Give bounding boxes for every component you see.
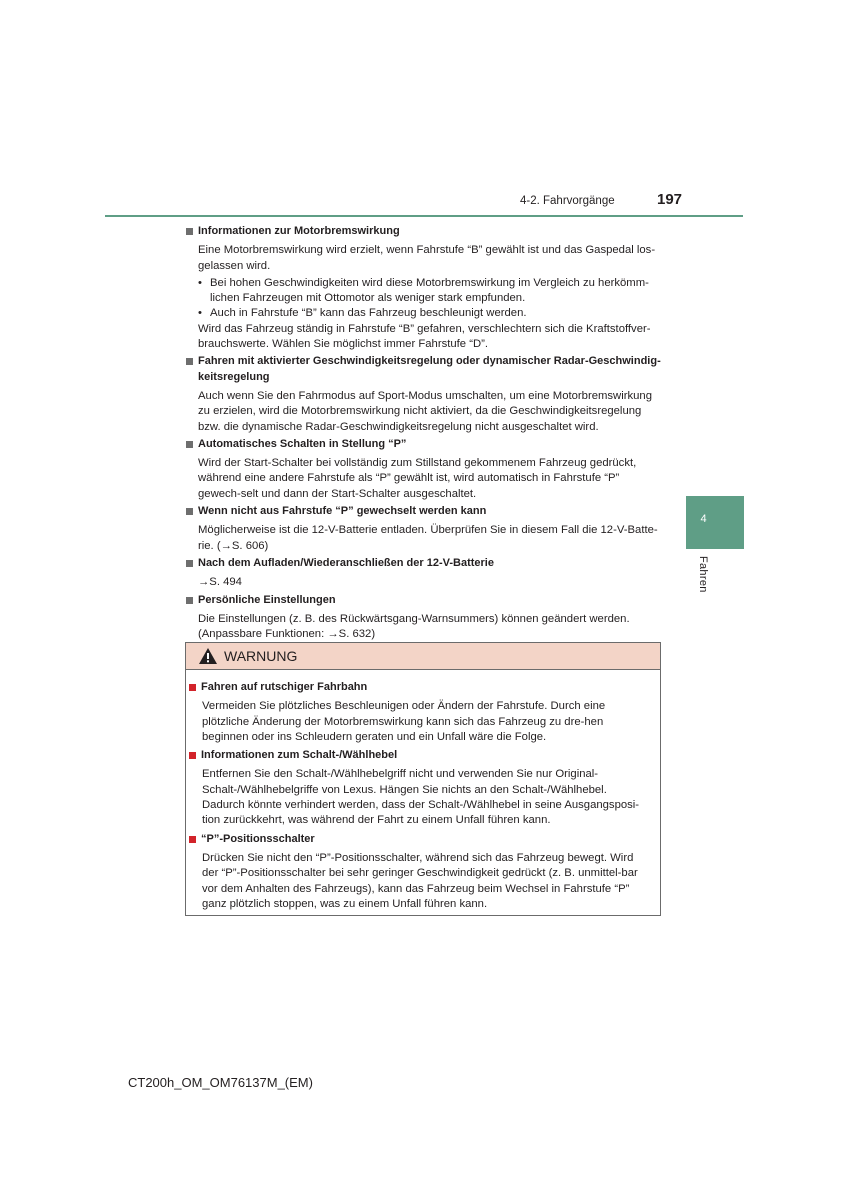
warning-section-heading: Informationen zum Schalt-/Wählhebel <box>189 748 650 763</box>
warning-section-body: Drücken Sie nicht den “P”-Positionsschalter, während sich das Fahrzeug bewegt. Wird der “P”-Positionsschalter bei sehr geringer Geschwindigkeit gedrückt (z. B. unmittel-bar vor dem Anhalten des Fahrzeugs), kann das Fahrzeug beim Wechsel in Fahrstufe “P” ganz plötzlich stoppen, was zu einem Unfall führen kann. <box>202 851 638 910</box>
chapter-tab <box>686 496 744 549</box>
red-square-bullet-icon <box>189 836 196 843</box>
section-heading: Nach dem Aufladen/Wiederanschließen der 12-V-Batterie <box>186 556 662 571</box>
page-number: 197 <box>657 191 683 208</box>
section-body: Auch wenn Sie den Fahrmodus auf Sport-Modus umschalten, um eine Motorbremswirkung zu erzielen, wird die Motorbremswirkung nicht aktiviert, da die Geschwindigkeitsregelung bzw. die dynamische Radar-Geschwindigkeitsregelung nicht ausgeschaltet wird. <box>198 389 652 433</box>
square-bullet-icon <box>186 441 193 448</box>
warning-triangle-icon <box>198 647 218 665</box>
warning-body <box>186 670 660 912</box>
red-square-bullet-icon <box>189 752 196 759</box>
warning-box <box>185 642 661 916</box>
square-bullet-icon <box>186 597 193 604</box>
section-body: →S. 494 <box>198 576 242 589</box>
info-section <box>186 224 662 352</box>
info-section <box>186 556 662 591</box>
bullet-dot-icon: • <box>198 307 202 320</box>
warning-header <box>186 643 660 670</box>
section-body: Wird der Start-Schalter bei vollständig zum Stillstand gekommenem Fahrzeug gedrückt, während eine andere Fahrstufe als “P” gewählt ist, wird automatisch in Fahrstufe “P” gewech-selt und dann der Start-Schalter ausgeschaltet. <box>198 457 637 500</box>
footer-doc-id: CT200h_OM_OM76137M_(EM) <box>128 1075 313 1090</box>
header-rule <box>105 215 743 217</box>
list-item: • Auch in Fahrstufe “B” kann das Fahrzeug beschleunigt werden. <box>198 306 662 321</box>
chapter-label: Fahren <box>697 556 709 593</box>
chapter-tab-number: 4 <box>700 513 707 525</box>
warning-section-body: Vermeiden Sie plötzliches Beschleunigen oder Ändern der Fahrstufe. Durch eine plötzliche Änderung der Motorbremswirkung kann sich das Fahrzeug zu dre-hen beginnen oder ins Schleudern geraten und ein Unfall wäre die Folge. <box>202 700 606 743</box>
warning-title: WARNUNG <box>224 648 298 664</box>
red-square-bullet-icon <box>189 684 196 691</box>
list-item: • Bei hohen Geschwindigkeiten wird diese Motorbremswirkung im Vergleich zu herkömm-lichen Fahrzeugen mit Ottomotor als weniger stark empfunden. <box>198 276 649 305</box>
square-bullet-icon <box>186 228 193 235</box>
warning-section-heading: Fahren auf rutschiger Fahrbahn <box>189 680 650 695</box>
section-body: Die Einstellungen (z. B. des Rückwärtsgang-Warnsummers) können geändert werden. (Anpassbare Funktionen: →S. 632) <box>198 612 630 641</box>
section-heading: Informationen zur Motorbremswirkung <box>186 224 662 239</box>
warning-section-heading: “P”-Positionsschalter <box>189 832 650 847</box>
header-section-title: 4-2. Fahrvorgänge <box>520 195 615 207</box>
section-body: Eine Motorbremswirkung wird erzielt, wenn Fahrstufe “B” gewählt ist und das Gaspedal los-gelassen wird. <box>198 244 656 272</box>
square-bullet-icon <box>186 508 193 515</box>
section-body: Möglicherweise ist die 12-V-Batterie entladen. Überprüfen Sie in diesem Fall die 12-V-Batte-rie. (→S. 606) <box>198 524 658 552</box>
info-section <box>186 593 662 643</box>
main-content <box>186 224 662 644</box>
info-section <box>186 354 662 434</box>
square-bullet-icon <box>186 358 193 365</box>
section-heading: Automatisches Schalten in Stellung “P” <box>186 437 662 452</box>
square-bullet-icon <box>186 560 193 567</box>
warning-section-body: Entfernen Sie den Schalt-/Wählhebelgriff nicht und verwenden Sie nur Original-Schalt-/Wählhebelgriffe von Lexus. Hängen Sie nichts an den Schalt-/Wählhebel. Dadurch könnte verhindert werden, dass der Schalt-/Wählhebel in seine Ausgangsposi-tion zurückkehrt, was während der Fahrt zu einem Unfall führen kann. <box>202 768 640 827</box>
section-body: Wird das Fahrzeug ständig in Fahrstufe “B” gefahren, verschlechtern sich die Kraftstoffver-brauchswerte. Wählen Sie möglichst immer Fahrstufe “D”. <box>198 322 651 351</box>
section-heading: Persönliche Einstellungen <box>186 593 662 608</box>
info-section <box>186 504 662 554</box>
bullet-dot-icon: • <box>198 276 202 289</box>
info-section <box>186 437 662 502</box>
bullet-list <box>186 276 662 322</box>
section-heading: Wenn nicht aus Fahrstufe “P” gewechselt werden kann <box>186 504 662 519</box>
section-heading: Fahren mit aktivierter Geschwindigkeitsregelung oder dynamischer Radar-Geschwindig-keitsregelung <box>186 354 662 385</box>
